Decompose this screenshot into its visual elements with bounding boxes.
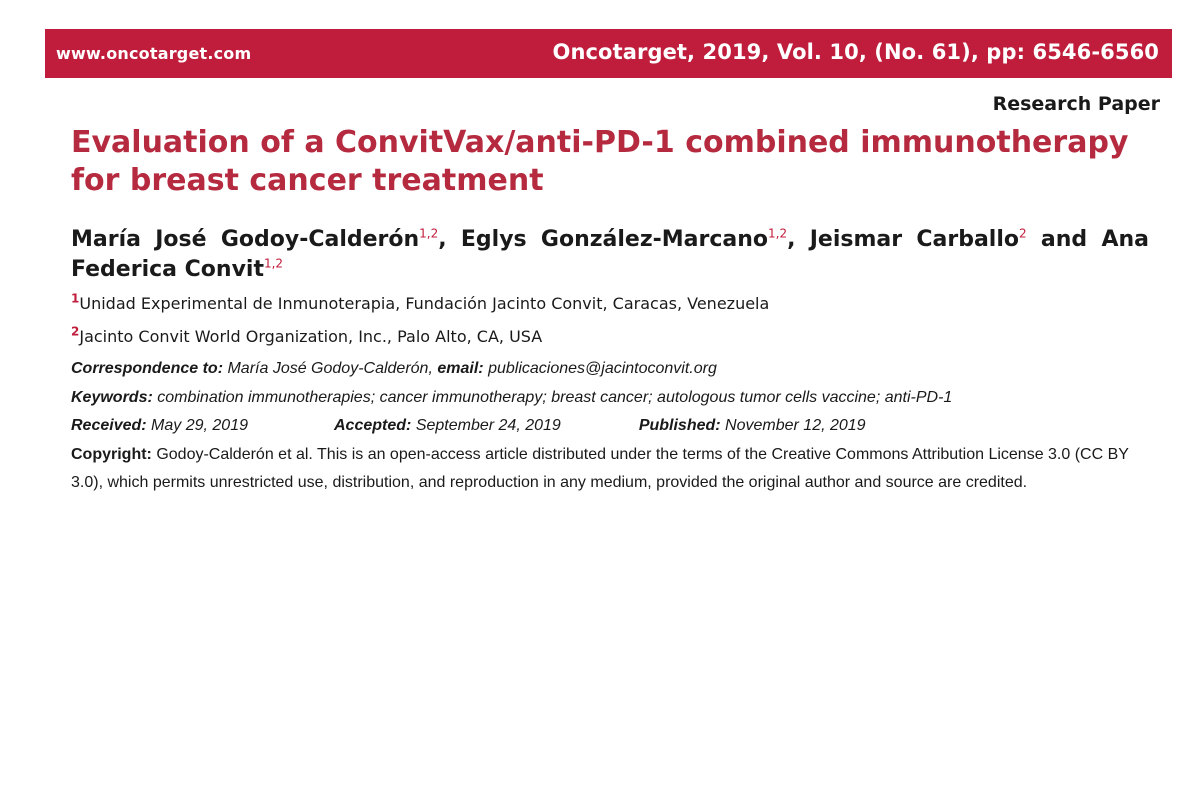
journal-header-bar — [45, 29, 1172, 78]
keywords-label: Keywords: — [71, 389, 153, 406]
keywords-text: combination immunotherapies; cancer immunotherapy; breast cancer; autologous tumor cells vaccine; anti-PD-1 — [157, 389, 953, 406]
author-separator: , — [438, 227, 461, 252]
journal-url[interactable]: www.oncotarget.com — [56, 44, 252, 63]
author-name: Ana Federica Convit — [71, 227, 1149, 282]
keywords-line — [71, 389, 952, 407]
published-date: November 12, 2019 — [725, 417, 866, 434]
accepted-label: Accepted: — [334, 417, 412, 434]
copyright-notice — [71, 441, 1151, 497]
dates-line — [71, 417, 866, 435]
author-separator: and — [1026, 227, 1102, 252]
author-separator: , — [787, 227, 810, 252]
affiliation-number: 2 — [71, 324, 80, 339]
affiliation-text: Jacinto Convit World Organization, Inc., Palo Alto, CA, USA — [79, 327, 543, 346]
correspondence-label: Correspondence to: — [71, 360, 224, 377]
journal-citation: Oncotarget, 2019, Vol. 10, (No. 61), pp: 6546-6560 — [552, 40, 1159, 64]
correspondence-line — [71, 360, 717, 378]
email-label: email: — [437, 360, 484, 377]
author-name: Jeismar Carballo — [809, 227, 1020, 252]
received-label: Received: — [71, 417, 147, 434]
author-affiliation-marker: 1,2 — [263, 256, 284, 271]
correspondence-name: María José Godoy-Calderón, — [227, 360, 433, 377]
author-affiliation-marker: 2 — [1019, 226, 1027, 241]
paper-title: Evaluation of a ConvitVax/anti-PD-1 combined immunotherapy for breast cancer treatment — [71, 125, 1129, 198]
article-type-label: Research Paper — [992, 93, 1160, 115]
accepted-date: September 24, 2019 — [415, 417, 561, 434]
author-name: María José Godoy-Calderón — [71, 227, 420, 252]
affiliation-number: 1 — [71, 291, 80, 306]
affiliation-text: Unidad Experimental de Inmunoterapia, Fundación Jacinto Convit, Caracas, Venezuela — [79, 294, 770, 313]
author-affiliation-marker: 1,2 — [419, 226, 439, 241]
affiliation-1 — [71, 291, 770, 313]
copyright-text: Godoy-Calderón et al. This is an open-access article distributed under the terms of the Creative Commons Attribution License 3.0 (CC BY 3.0), which permits unrestricted use, distribution, and reproduction in any medium, provided the original author and source are credited. — [71, 446, 1129, 491]
author-list — [71, 225, 1149, 285]
copyright-label: Copyright: — [71, 446, 152, 463]
affiliation-2 — [71, 324, 543, 346]
correspondence-email[interactable]: publicaciones@jacintoconvit.org — [488, 360, 717, 377]
received-date: May 29, 2019 — [151, 417, 248, 434]
published-label: Published: — [638, 417, 721, 434]
author-affiliation-marker: 1,2 — [768, 226, 788, 241]
author-name: Eglys González-Marcano — [460, 227, 769, 252]
